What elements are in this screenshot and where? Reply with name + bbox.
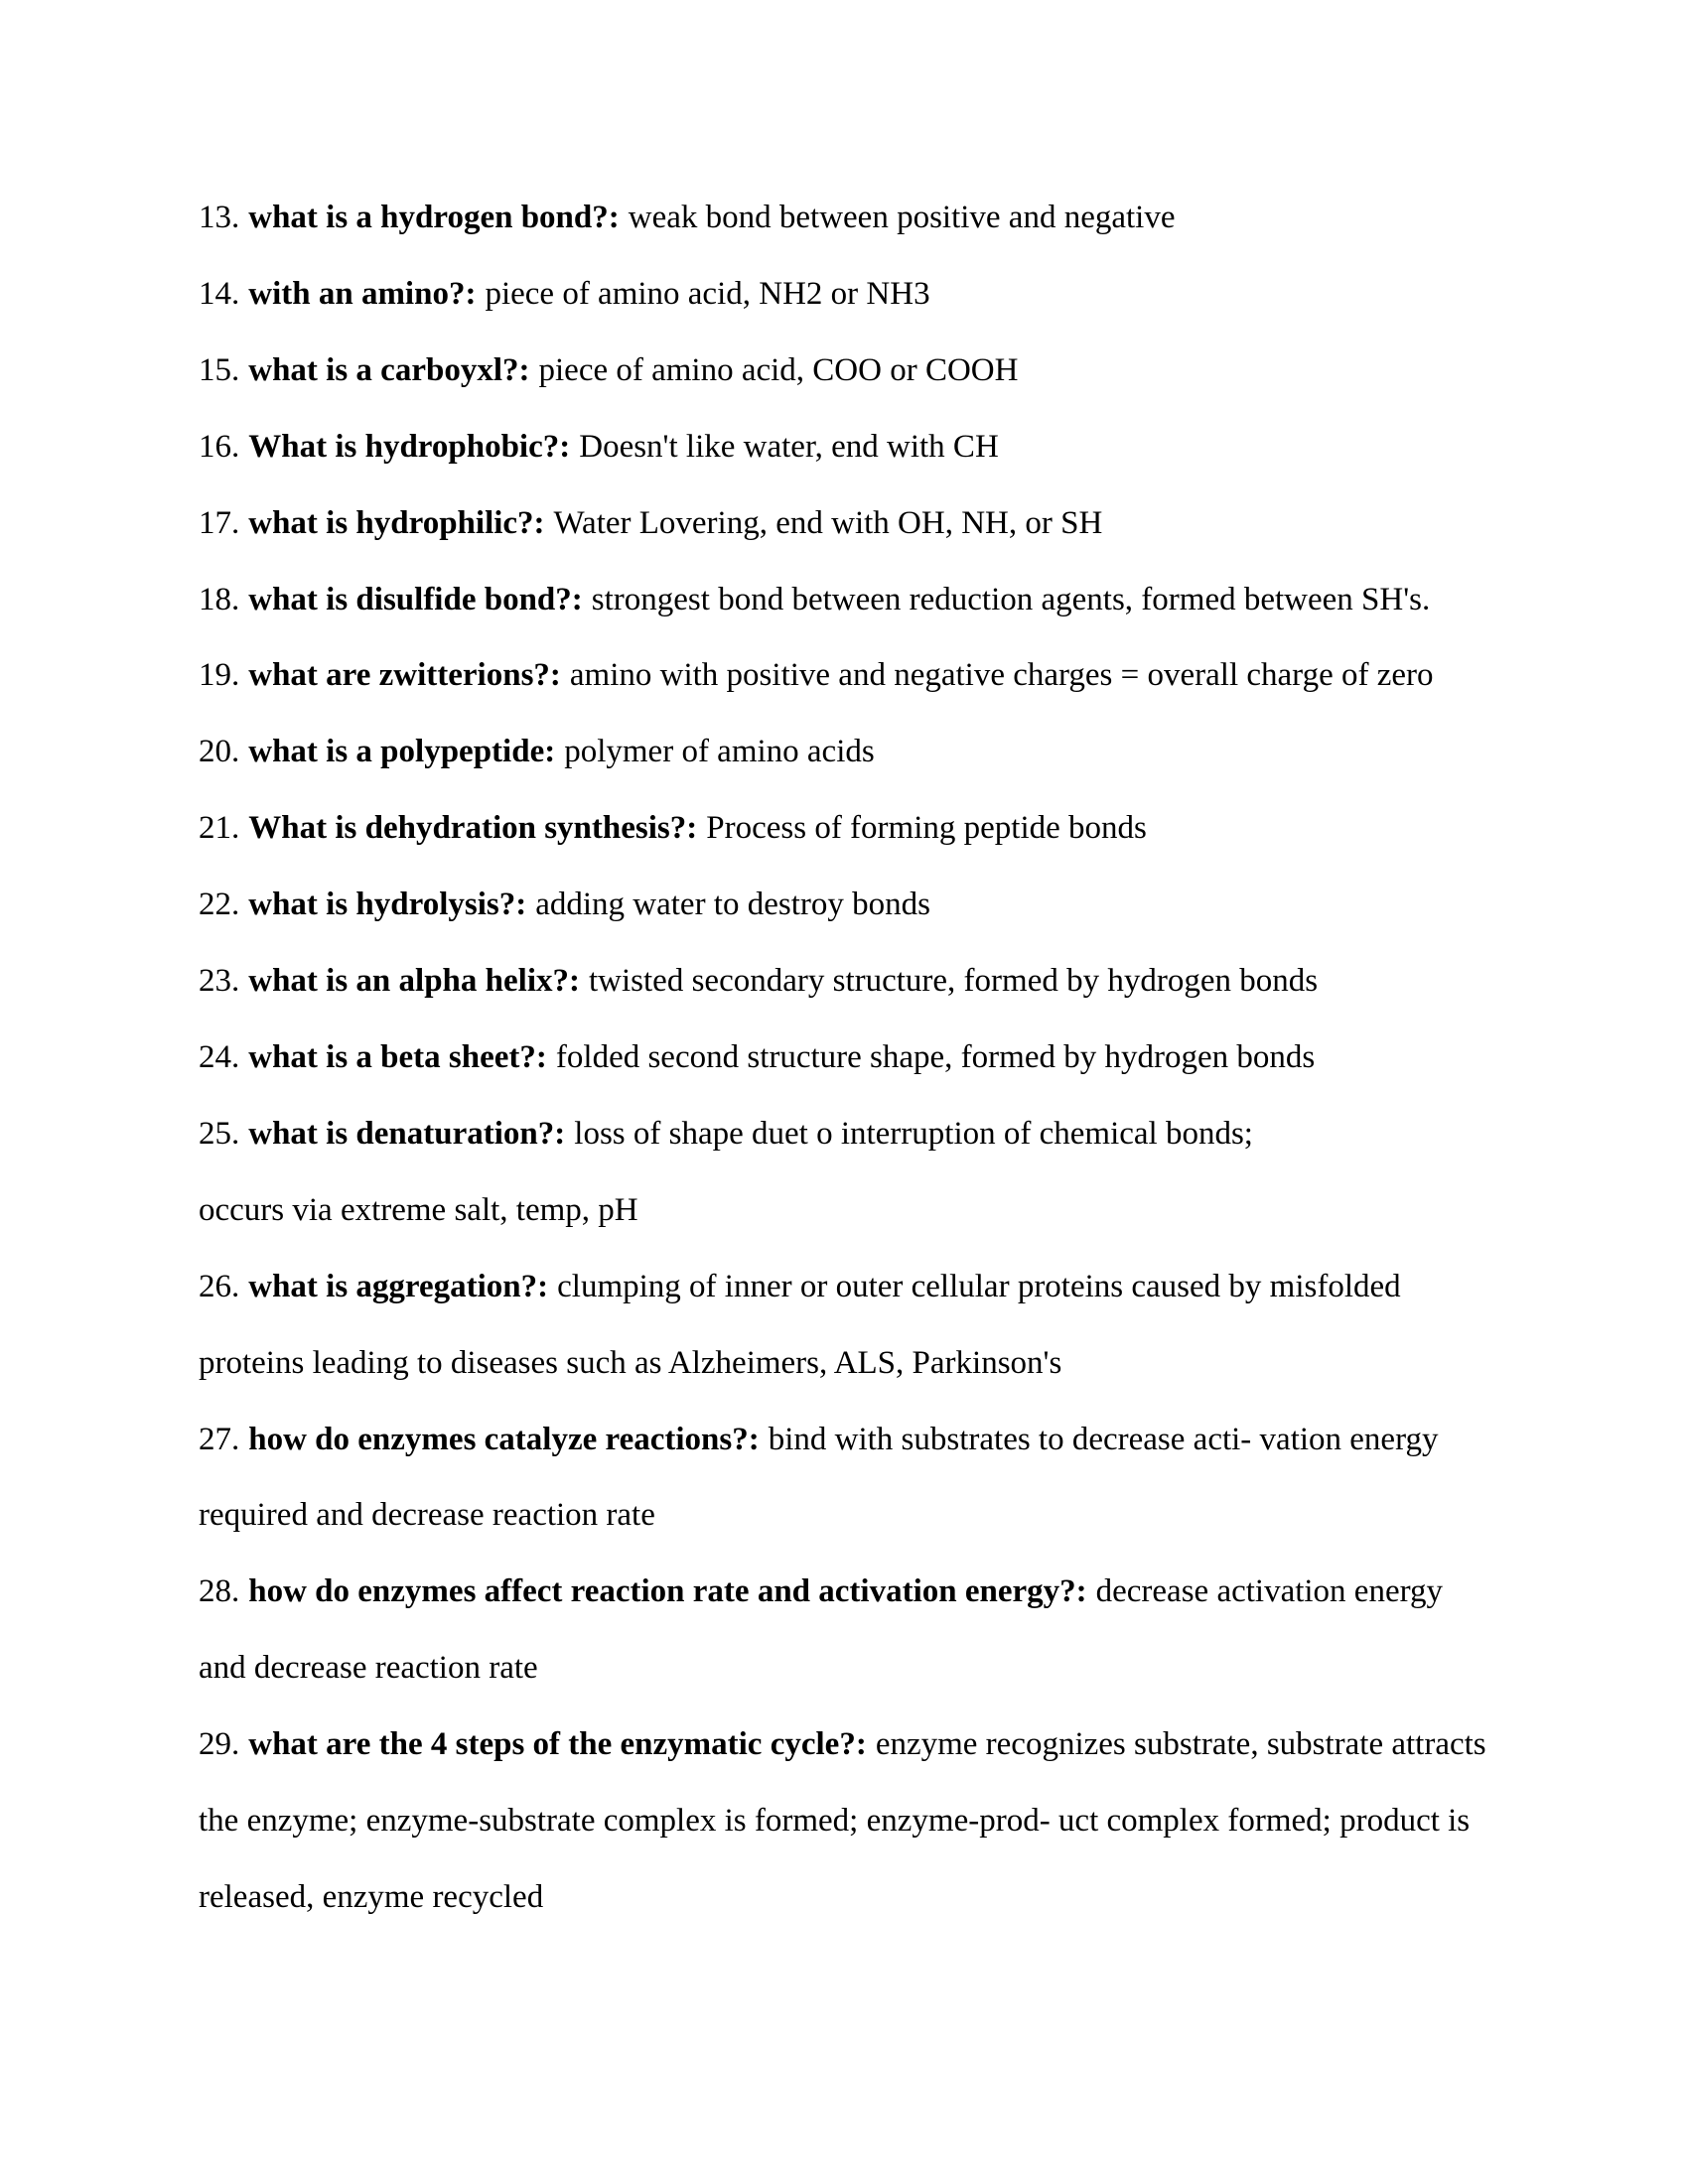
qa-item [199,1249,1529,1402]
qa-item [199,485,1529,562]
item-answer: clumping of inner or outer cellular proteins caused by misfolded [557,1268,1401,1304]
item-number: 20. [199,734,240,770]
qa-first-line [199,1402,1529,1478]
qa-first-line [199,180,1529,256]
item-question: what is hydrolysis?: [248,887,527,923]
item-number: 27. [199,1421,240,1457]
qa-first-line [199,333,1529,409]
item-number: 23. [199,963,240,1000]
item-question: what is aggregation?: [248,1268,549,1304]
item-question: what is disulfide bond?: [248,581,583,617]
item-answer: twisted secondary structure, formed by hydrogen bonds [589,963,1319,1000]
item-answer: strongest bond between reduction agents, formed between SH's. [591,581,1431,617]
item-question: what is a carboyxl?: [248,351,530,388]
item-question: how do enzymes affect reaction rate and activation energy?: [248,1573,1087,1610]
qa-first-line [199,714,1529,790]
item-answer: bind with substrates to decrease acti- vation energy [768,1421,1439,1457]
item-number: 29. [199,1726,240,1763]
item-question: what are zwitterions?: [248,657,561,694]
qa-item [199,1096,1529,1249]
item-answer: Water Lovering, end with OH, NH, or SH [553,504,1103,541]
item-number: 26. [199,1268,240,1304]
item-answer: polymer of amino acids [564,734,875,770]
item-question: what is denaturation?: [248,1115,566,1152]
qa-item [199,562,1529,638]
qa-item [199,637,1529,714]
item-number: 17. [199,504,240,541]
qa-first-line [199,1249,1529,1325]
qa-first-line [199,790,1529,867]
qa-first-line [199,1020,1529,1096]
qa-continuation-line: proteins leading to diseases such as Alzheimers, ALS, Parkinson's [199,1344,1062,1381]
qa-first-line [199,637,1529,714]
qa-item [199,256,1529,333]
item-number: 14. [199,275,240,312]
item-number: 13. [199,200,240,235]
item-number: 18. [199,581,240,617]
item-answer: weak bond between positive and negative [628,200,1176,235]
qa-continuation-line: required and decrease reaction rate [199,1497,655,1534]
item-number: 25. [199,1115,240,1152]
item-question: how do enzymes catalyze reactions?: [248,1421,760,1457]
item-answer: Doesn't like water, end with CH [579,428,999,465]
item-number: 21. [199,810,240,847]
item-question: what is a beta sheet?: [248,1038,547,1075]
item-number: 16. [199,428,240,465]
item-number: 15. [199,351,240,388]
qa-item [199,1706,1529,1936]
qa-item [199,180,1529,256]
qa-continuation-line: released, enzyme recycled [199,1878,544,1915]
qa-first-line [199,1096,1529,1172]
item-number: 28. [199,1573,240,1610]
item-answer: loss of shape duet o interruption of chemical bonds; [574,1115,1253,1152]
qa-item [199,333,1529,409]
item-answer: Process of forming peptide bonds [706,810,1147,847]
qa-item [199,1554,1529,1706]
qa-item [199,409,1529,485]
qa-item [199,1020,1529,1096]
qa-continuation-line: and decrease reaction rate [199,1650,538,1687]
qa-item [199,1402,1529,1555]
qa-first-line [199,943,1529,1020]
qa-first-line [199,256,1529,333]
item-answer: amino with positive and negative charges = overall charge of zero [569,657,1434,694]
item-answer: decrease activation energy [1095,1573,1443,1610]
item-answer: enzyme recognizes substrate, substrate attracts [875,1726,1486,1763]
item-question: what is an alpha helix?: [248,963,580,1000]
qa-first-line [199,562,1529,638]
item-number: 22. [199,887,240,923]
item-question: What is dehydration synthesis?: [248,810,698,847]
item-answer: adding water to destroy bonds [535,887,930,923]
qa-item [199,790,1529,867]
qa-continuation-line: occurs via extreme salt, temp, pH [199,1191,638,1228]
qa-first-line [199,1706,1529,1783]
qa-first-line [199,867,1529,943]
item-question: what is a hydrogen bond?: [248,200,620,235]
item-answer: piece of amino acid, COO or COOH [538,351,1019,388]
item-number: 19. [199,657,240,694]
qa-item [199,943,1529,1020]
qa-list [199,180,1529,1936]
item-number: 24. [199,1038,240,1075]
qa-continuation-line: the enzyme; enzyme-substrate complex is formed; enzyme-prod- uct complex formed; product is [199,1803,1471,1840]
item-question: with an amino?: [248,275,477,312]
item-answer: folded second structure shape, formed by hydrogen bonds [555,1038,1316,1075]
item-question: what is a polypeptide: [248,734,556,770]
qa-first-line [199,485,1529,562]
qa-first-line [199,409,1529,485]
qa-item [199,714,1529,790]
item-question: what are the 4 steps of the enzymatic cycle?: [248,1726,867,1763]
item-question: what is hydrophilic?: [248,504,545,541]
qa-first-line [199,1554,1529,1630]
item-question: What is hydrophobic?: [248,428,571,465]
qa-item [199,867,1529,943]
item-answer: piece of amino acid, NH2 or NH3 [485,275,930,312]
